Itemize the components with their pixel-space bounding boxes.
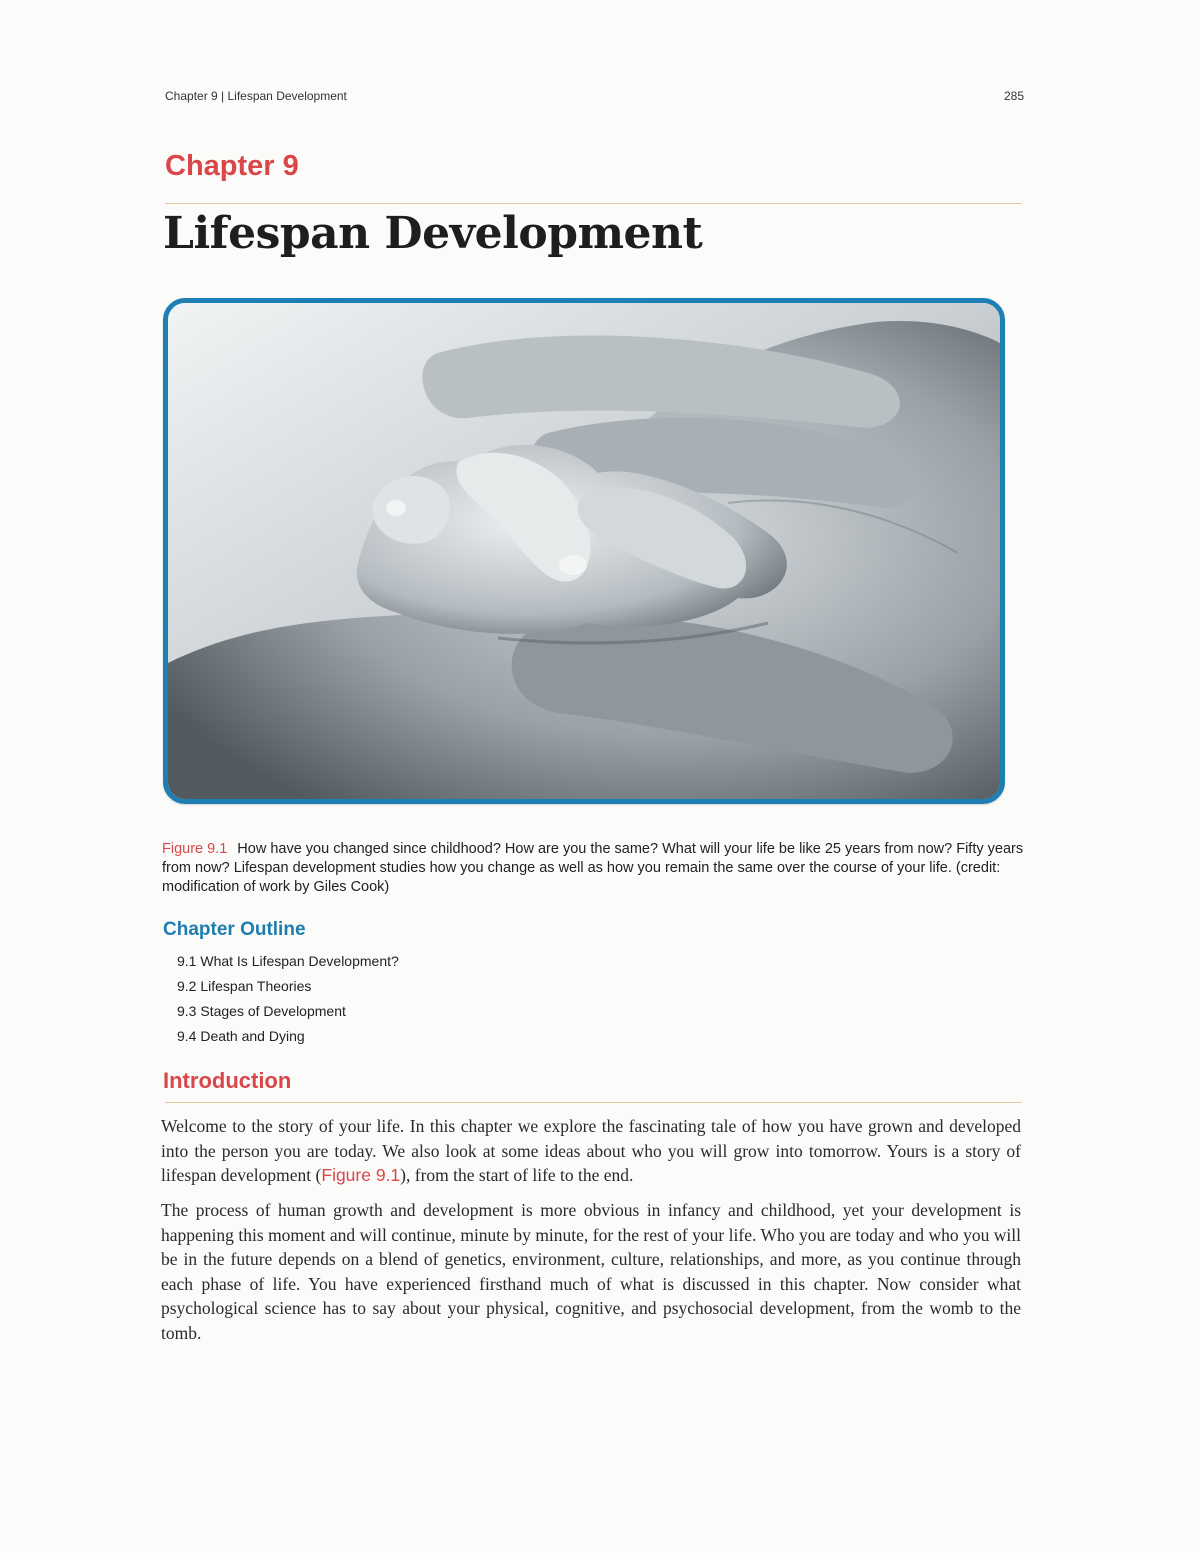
introduction-divider	[165, 1102, 1022, 1103]
figure-link[interactable]: Figure 9.1	[321, 1165, 401, 1185]
figure-label: Figure 9.1	[162, 841, 228, 857]
figure-caption	[162, 840, 1032, 897]
page-number: 285	[1003, 89, 1024, 103]
outline-item[interactable]: 9.4 Death and Dying	[177, 1028, 305, 1044]
chapter-outline-heading: Chapter Outline	[163, 919, 306, 940]
chapter-label: Chapter 9	[165, 150, 299, 182]
running-title: Chapter 9 | Lifespan Development	[165, 89, 347, 103]
introduction-heading: Introduction	[163, 1068, 292, 1093]
introduction-paragraph-1	[161, 1114, 1021, 1188]
outline-item[interactable]: 9.1 What Is Lifespan Development?	[177, 953, 399, 969]
paragraph-text: Welcome to the story of your life. In this chapter we explore the fascinating tale of how you have grown and developed into the person you are today. We also look at some ideas about who you will grow into tomorrow. Yours is a story of lifespan development (	[161, 1116, 1021, 1185]
chapter-hero-image	[163, 298, 1005, 804]
outline-item[interactable]: 9.3 Stages of Development	[177, 1003, 346, 1019]
figure-caption-text: How have you changed since childhood? How are you the same? What will your life be like 25 years from now? Fifty years from now? Lifespan development studies how you change as well as how you remain the same over the course of your life. (credit: modification of work by Giles Cook)	[162, 841, 1024, 895]
running-head	[165, 89, 1024, 103]
chapter-outline-list	[177, 951, 399, 1051]
hands-photo	[168, 303, 1000, 799]
chapter-title: Lifespan Development	[163, 208, 703, 259]
outline-item[interactable]: 9.2 Lifespan Theories	[177, 978, 312, 994]
introduction-paragraph-2: The process of human growth and development is more obvious in infancy and childhood, yet your development is happening this moment and will continue, minute by minute, for the rest of your life. Who you are today and who you will be in the future depends on a blend of genetics, environment, culture, relationships, and more, as you continue through each phase of life. You have experienced firsthand much of what is discussed in this chapter. Now consider what psychological science has to say about your physical, cognitive, and psychosocial development, from the womb to the tomb.	[161, 1200, 1021, 1343]
chapter-divider	[165, 203, 1022, 204]
paragraph-text: ), from the start of life to the end.	[400, 1165, 634, 1185]
